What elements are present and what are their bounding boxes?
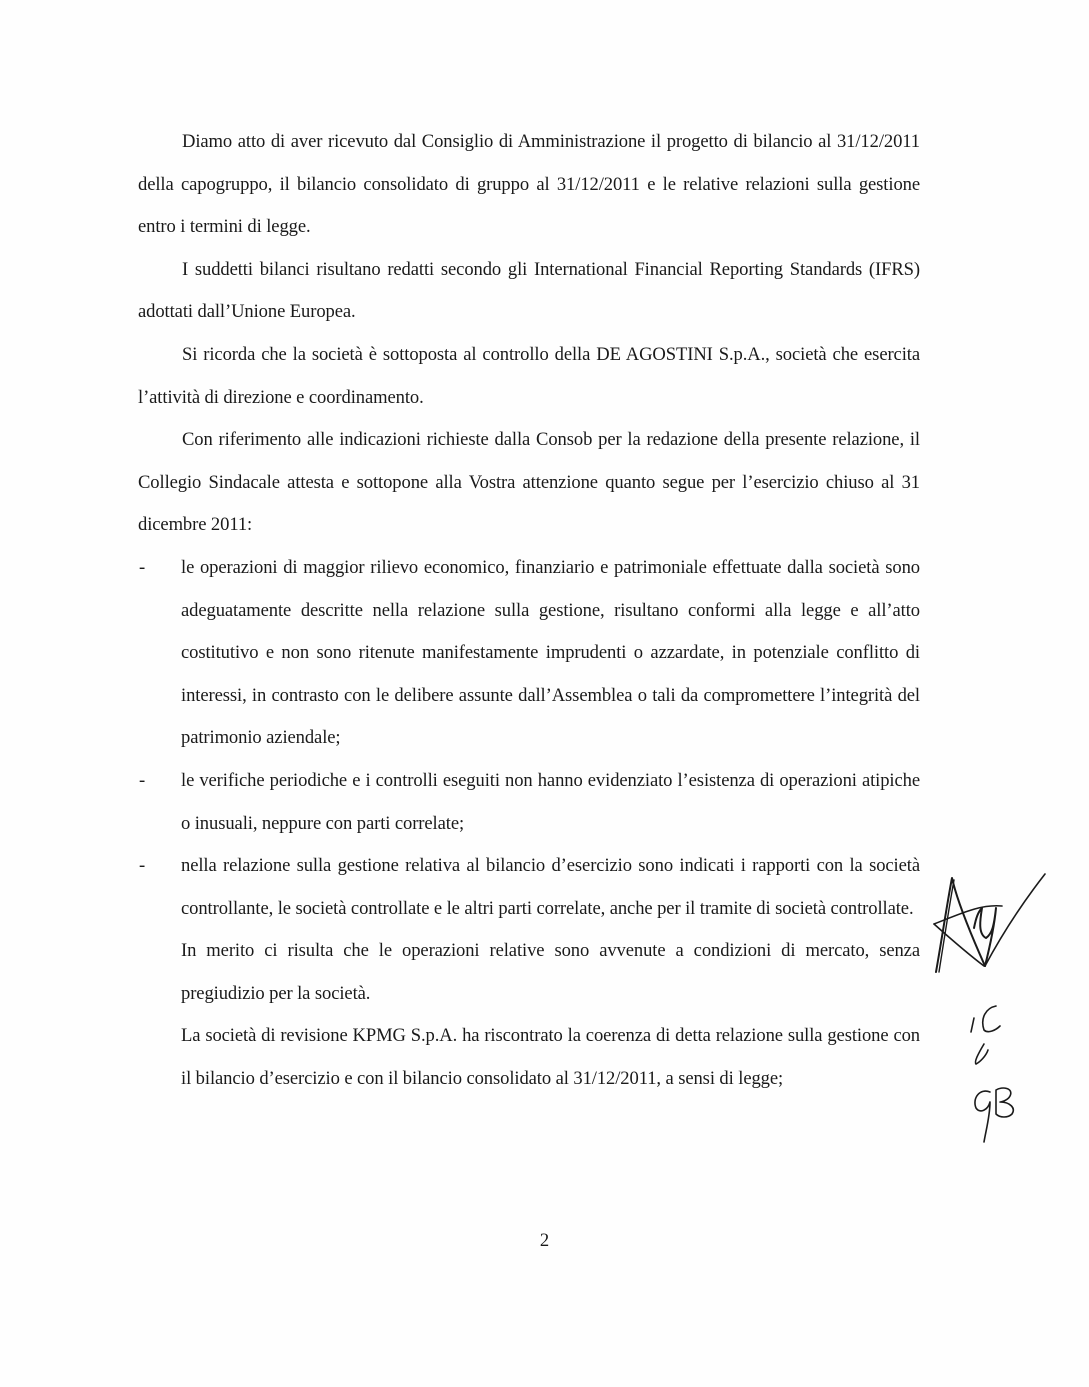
bullet-dash: - bbox=[139, 855, 146, 877]
paragraph-bilancio-ricevuto: Diamo atto di aver ricevuto dal Consiglio di Amministrazione il progetto di bilancio al 31/12/2011 della capogruppo, il bilancio consolidato di gruppo al 31/12/2011 e le relative relazioni sulla gestione entro i termini di legge. bbox=[138, 131, 920, 238]
bullet-text: nella relazione sulla gestione relativa al bilancio d’esercizio sono indicati i rapporti con la società controllante, le società controllate e le altri parti correlate, anche per il tramite di società controllate. bbox=[181, 855, 920, 919]
bullet-dash: - bbox=[139, 556, 146, 578]
bullet-dash: - bbox=[139, 769, 146, 791]
bullet-text: le verifiche periodiche e i controlli eseguiti non hanno evidenziato l’esistenza di operazioni atipiche o inusuali, neppure con parti correlate; bbox=[181, 769, 920, 834]
paragraph-de-agostini: Si ricorda che la società è sottoposta al controllo della DE AGOSTINI S.p.A., società che esercita l’attività di direzione e coordinamento. bbox=[138, 343, 920, 408]
signature-ic-icon bbox=[966, 1000, 1016, 1080]
initials-signature-3 bbox=[968, 1082, 1028, 1162]
bullet-text: le operazioni di maggior rilievo economico, finanziario e patrimoniale effettuate dalla società sono adeguatamente descritte nella relazione sulla gestione, risultano conformi alla legge e all’atto costitutivo e non sono ritenute manifestamente imprudenti o azzardate, in potenziale conflitto di interessi, in contrasto con le delibere assunte dall’Assemblea o tali da compromettere l’integrità del patrimonio aziendale; bbox=[181, 556, 920, 749]
bullet-continuation-kpmg: La società di revisione KPMG S.p.A. ha riscontrato la coerenza di detta relazione sulla gestione con il bilancio d’esercizio e con il bilancio consolidato al 31/12/2011, a sensi di legge; bbox=[181, 1025, 920, 1090]
bullet-item-verifiche-periodiche bbox=[138, 760, 920, 845]
bullet-item-rapporti-parti-correlate bbox=[138, 845, 920, 930]
bullet-item-operazioni-rilievo bbox=[138, 547, 920, 760]
initials-signature-2 bbox=[966, 1000, 1016, 1080]
initials-signature-1 bbox=[930, 868, 1050, 998]
signature-ag-icon bbox=[930, 868, 1050, 998]
signature-gb-icon bbox=[968, 1082, 1028, 1162]
document-body bbox=[138, 121, 920, 1101]
paragraph-ifrs: I suddetti bilanci risultano redatti secondo gli International Financial Reporting Standards (IFRS) adottati dall’Unione Europea. bbox=[138, 258, 920, 323]
page-number: 2 bbox=[539, 1230, 550, 1251]
bullet-continuation-condizioni-mercato: In merito ci risulta che le operazioni relative sono avvenute a condizioni di mercato, senza pregiudizio per la società. bbox=[181, 940, 920, 1004]
paragraph-consob: Con riferimento alle indicazioni richieste dalla Consob per la redazione della presente relazione, il Collegio Sindacale attesta e sottopone alla Vostra attenzione quanto segue per l’esercizio chiuso al 31 dicembre 2011: bbox=[138, 429, 920, 536]
